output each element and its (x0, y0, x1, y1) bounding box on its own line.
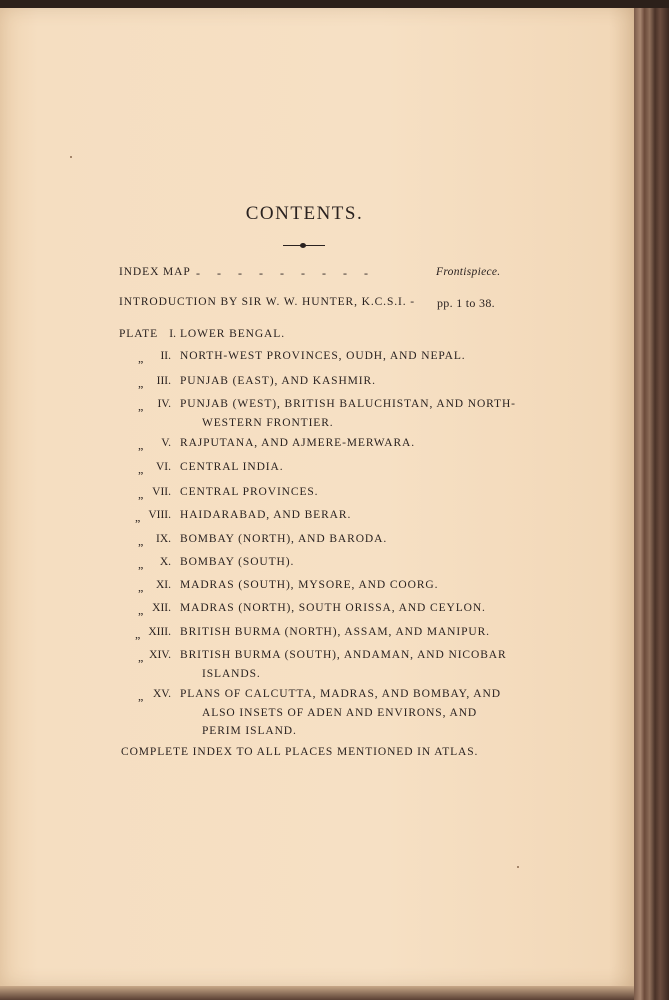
ditto-mark: „ (138, 650, 144, 664)
index-map-label: INDEX MAP (119, 266, 191, 278)
ditto-mark: „ (138, 438, 144, 452)
plate-description: LOWER BENGAL. (180, 328, 285, 340)
plate-description: WESTERN FRONTIER. (202, 416, 334, 429)
plate-number: XV. (152, 688, 171, 700)
ditto-mark: „ (138, 689, 144, 703)
plate-description: PUNJAB (WEST), BRITISH BALUCHISTAN, AND NORTH- (180, 398, 516, 410)
plate-description: PERIM ISLAND. (202, 725, 297, 737)
ditto-mark: „ (135, 510, 141, 524)
ditto-mark: „ (138, 462, 144, 476)
plate-number: X. (159, 556, 171, 568)
index-map-page: Frontispiece. (436, 266, 501, 278)
paper-speck (70, 156, 72, 158)
ditto-mark: „ (138, 376, 144, 390)
plate-description: PLANS OF CALCUTTA, MADRAS, AND BOMBAY, AND (180, 688, 501, 700)
introduction-page: pp. 1 to 38. (437, 296, 495, 310)
ditto-mark: „ (138, 557, 144, 571)
plate-description: BRITISH BURMA (NORTH), ASSAM, AND MANIPUR. (180, 626, 490, 638)
page-title: CONTENTS. (245, 203, 364, 224)
plate-description: ALSO INSETS OF ADEN AND ENVIRONS, AND (202, 706, 478, 719)
plate-description: RAJPUTANA, AND AJMERE-MERWARA. (180, 437, 416, 449)
plate-description: BOMBAY (SOUTH). (180, 556, 295, 568)
ditto-mark: „ (138, 399, 144, 413)
page-edge-bottom (0, 986, 634, 1000)
plate-number: III. (156, 375, 171, 387)
plate-number: IV. (157, 398, 171, 410)
plate-number: I. (169, 328, 176, 340)
plate-description: NORTH-WEST PROVINCES, OUDH, AND NEPAL. (180, 350, 466, 362)
plate-description: BRITISH BURMA (SOUTH), ANDAMAN, AND NICOBAR (180, 649, 507, 661)
plate-number: VII. (152, 486, 171, 498)
plate-description: CENTRAL PROVINCES. (180, 486, 319, 498)
ditto-mark: „ (138, 534, 144, 548)
paper-speck (517, 866, 519, 868)
plate-description: PUNJAB (EAST), AND KASHMIR. (180, 375, 376, 387)
plate-number: XIII. (148, 626, 171, 638)
plate-number: XII. (152, 602, 171, 614)
plate-description: MADRAS (NORTH), SOUTH ORISSA, AND CEYLON. (180, 602, 486, 614)
plate-number: V. (161, 437, 171, 449)
plate-number: XIV. (149, 649, 171, 661)
plate-prefix: PLATE (119, 328, 158, 340)
introduction-label: INTRODUCTION BY SIR W. W. HUNTER, K.C.S.I. - (119, 296, 416, 308)
index-map-leaders: - - - - - - - - - (196, 266, 368, 280)
plate-description: BOMBAY (NORTH), AND BARODA. (180, 533, 388, 545)
plate-number: VI. (155, 461, 171, 473)
ditto-mark: „ (135, 627, 141, 641)
plate-number: II. (160, 350, 171, 362)
plate-description: ISLANDS. (202, 667, 261, 680)
title-ornament-dot (300, 243, 306, 248)
plate-number: IX. (155, 533, 171, 545)
ditto-mark: „ (138, 603, 144, 617)
complete-index-line: COMPLETE INDEX TO ALL PLACES MENTIONED IN ATLAS. (121, 746, 479, 758)
plate-number: XI. (155, 579, 171, 591)
ditto-mark: „ (138, 351, 144, 365)
plate-description: CENTRAL INDIA. (180, 461, 284, 473)
plate-description: MADRAS (SOUTH), MYSORE, AND COORG. (180, 579, 439, 591)
ditto-mark: „ (138, 487, 144, 501)
book-spine (634, 8, 669, 1000)
ditto-mark: „ (138, 580, 144, 594)
plate-description: HAIDARABAD, AND BERAR. (180, 509, 352, 521)
plate-number: VIII. (148, 509, 171, 521)
